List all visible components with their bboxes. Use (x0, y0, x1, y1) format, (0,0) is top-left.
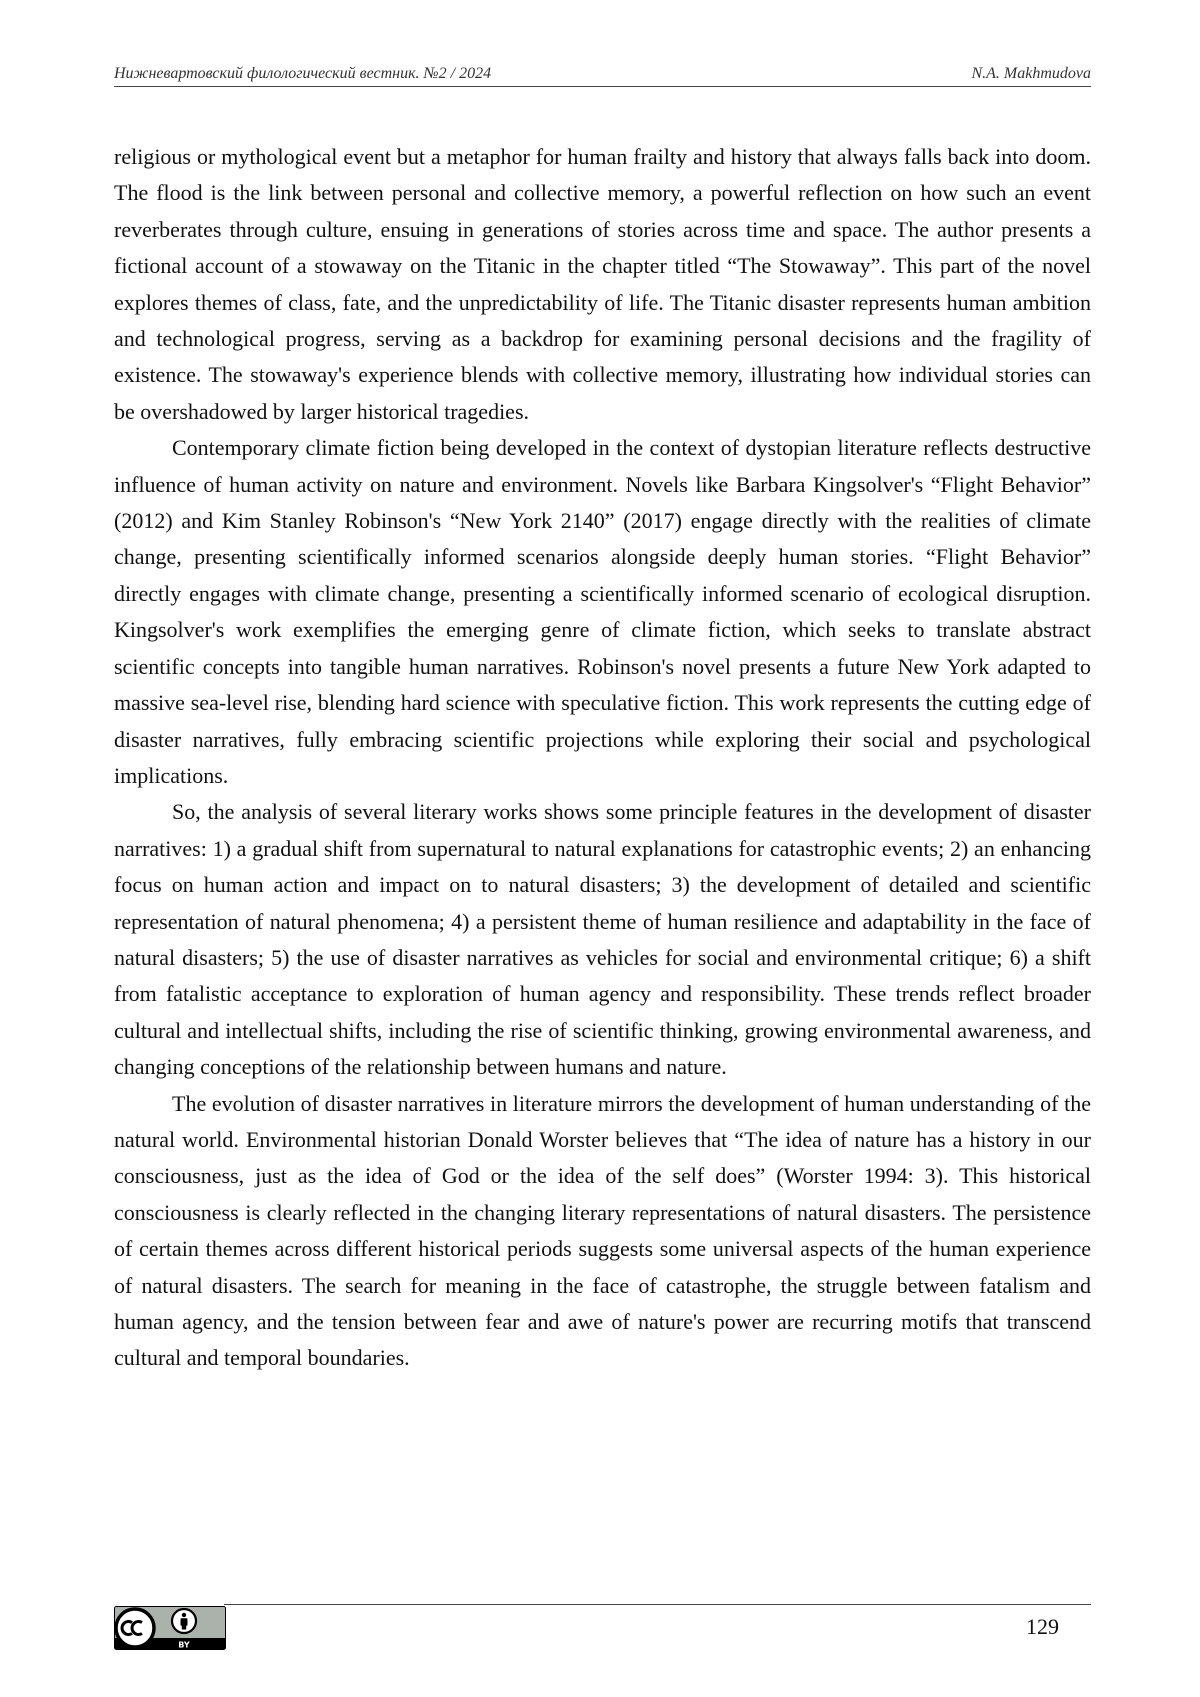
paragraph: The evolution of disaster narratives in literature mirrors the development of human understanding of the natural world. Environmental historian Donald Worster believes that “The idea of nature has a history in our consciousness, just as the idea of God or the idea of the self does” (Worster 1994: 3). This historical consciousness is clearly reflected in the changing literary representations of natural disasters. The persistence of certain themes across different historical periods suggests some universal aspects of the human experience of natural disasters. The search for meaning in the face of catastrophe, the struggle between fatalism and human agency, and the tension between fear and awe of nature's power are recurring motifs that transcend cultural and temporal boundaries. (114, 1090, 1091, 1371)
running-header (114, 62, 1091, 87)
svg-text:BY: BY (178, 1640, 190, 1650)
author-name: N.A. Makhmudova (971, 65, 1091, 82)
journal-title: Нижневартовский филологический вестник. №2 / 2024 (114, 65, 492, 82)
article-body (114, 139, 1091, 1377)
page-number: 129 (1026, 1614, 1059, 1639)
cc-by-license-icon (114, 1606, 226, 1650)
paragraph: Contemporary climate fiction being developed in the context of dystopian literature reflects destructive influence of human activity on nature and environment. Novels like Barbara Kingsolver's “Flight Behavior” (2012) and Kim Stanley Robinson's “New York 2140” (2017) engage directly with the realities of climate change, presenting scientifically informed scenarios alongside deeply human stories. “Flight Behavior” directly engages with climate change, presenting a scientifically informed scenario of ecological disruption. Kingsolver's work exemplifies the emerging genre of climate fiction, which seeks to translate abstract scientific concepts into tangible human narratives. Robinson's novel presents a future New York adapted to massive sea-level rise, blending hard science with speculative fiction. This work represents the cutting edge of disaster narratives, fully embracing scientific projections while exploring their social and psychological implications. (114, 435, 1091, 788)
paragraph: religious or mythological event but a metaphor for human frailty and history that always falls back into doom. The flood is the link between personal and collective memory, a powerful reflection on how such an event reverberates through culture, ensuing in generations of stories across time and space. The author presents a fictional account of a stowaway on the Titanic in the chapter titled “The Stowaway”. This part of the novel explores themes of class, fate, and the unpredictability of life. The Titanic disaster represents human ambition and technological progress, serving as a backdrop for examining personal decisions and the fragility of existence. The stowaway's experience blends with collective memory, illustrating how individual stories can be overshadowed by larger historical tragedies. (114, 144, 1091, 424)
paragraph: So, the analysis of several literary works shows some principle features in the development of disaster narratives: 1) a gradual shift from supernatural to natural explanations for catastrophic events; 2) an enhancing focus on human action and impact on to natural disasters; 3) the development of detailed and scientific representation of natural phenomena; 4) a persistent theme of human resilience and adaptability in the face of natural disasters; 5) the use of disaster narratives as vehicles for social and environmental critique; 6) a shift from fatalistic acceptance to exploration of human agency and responsibility. These trends reflect broader cultural and intellectual shifts, including the rise of scientific thinking, growing environmental awareness, and changing conceptions of the relationship between humans and nature. (114, 799, 1091, 1080)
footer-rule (224, 1604, 1091, 1605)
page-footer (114, 1604, 1091, 1654)
